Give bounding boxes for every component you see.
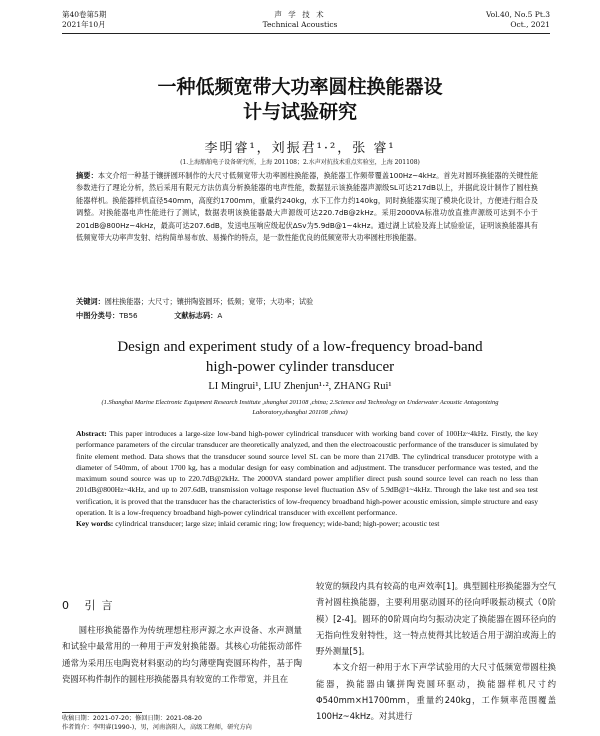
cn-affiliation: (1.上海船舶电子设备研究所，上海 201108；2.水声对抗技术重点实验室，上海 201108): [180, 159, 420, 166]
clc-value: TB56: [119, 311, 138, 320]
en-affiliation: (1.Shanghai Marine Electronic Equipment Research Institute ,shanghai 201108 ,china; 2.Science and Technology on Underwater Acoustic Antagonizing Laboratory,shanghai 201108 ,china): [101, 399, 499, 416]
cn-title: [0, 75, 600, 125]
journal-name-cn: 声 学 技 术: [274, 10, 326, 19]
doc-code-label: 文献标志码：: [174, 311, 218, 320]
section-heading-intro: 0 引言: [62, 599, 119, 612]
body-right-column: [316, 578, 556, 725]
cn-classification: [76, 310, 222, 321]
en-title: [60, 337, 540, 377]
cn-keywords-text: 圆柱换能器；大尺寸；镶拼陶瓷圆环；低频；宽带；大功率；试验: [104, 297, 314, 306]
en-keywords: [76, 518, 538, 529]
en-abstract: [76, 428, 538, 530]
body-paragraph: 较宽的频段内具有较高的电声效率[1]。典型圆柱形换能器为空气背衬圆柱换能器，主要利用驱动圆环的径向呼吸振动模式（0阶模）[2-4]。圆环的0阶周向均匀振动决定了换能器在圆环径向的无指向性发射特性，这一特点使得其比较适合用于湖泊或海上的野外测量[5]。: [316, 581, 556, 657]
header-divider: [62, 33, 550, 34]
running-header-right: [486, 10, 550, 30]
journal-name-en: Technical Acoustics: [262, 20, 338, 29]
cn-title-line2: 计与试验研究: [242, 101, 357, 123]
clc-label: 中图分类号：: [76, 311, 120, 320]
journal-volume-en: Vol.40, No.5 Pt.3: [485, 10, 550, 19]
body-paragraph: 本文介绍一种用于水下声学试验用的大尺寸低频宽带圆柱换能器，换能器由镶拼陶瓷圆环驱动，换能器样机尺寸约Φ540mm×H1700mm，重量约240kg，工作频率范围覆盖100Hz~4kHz。对其进行: [316, 662, 556, 722]
cn-keywords: [76, 296, 313, 307]
footnote-received: 收稿日期：2021-07-20；修回日期：2021-08-20: [62, 715, 202, 722]
journal-date: 2021年10月: [62, 20, 106, 29]
cn-title-line1: 一种低频宽带大功率圆柱换能器设: [157, 76, 443, 98]
footnote-author: 作者简介：李明睿(1990-)，男，河南洛阳人，高级工程师，研究方向: [62, 724, 252, 731]
en-authors: LI Mingrui¹, LIU Zhenjun¹·², ZHANG Rui¹: [208, 381, 392, 392]
en-abstract-text: This paper introduces a large-size low-band high-power cylindrical transducer with working band cover of 100Hz~4kHz. Firstly, the key performance parameters of the circular transducer are theoretically analyzed, and then the electroacoustic performance of the transducer is simulated by finite element method. Data shows that the transducer sound source level SL can be more than 217dB. The cylindrical transducer prototype with a diameter of 540mm, of about 1700 kg, has a modular design for easy combination and adjustment. The transducer performance was tested, and the maximum sound source was up to 220.7dB@2kHz. The 2000VA standard power amplifier direct push sound source level can reach no less than 201dB@800Hz~4kHz, and up to 207.6dB, transmission voltage response level fluctuation ΔSv of 5.9dB@1~4kHz. Through the lake test and sea test verification, it is proved that the transducer has the characteristics of low-frequency broadband high-power acoustic emission, simple structure and easy operation. It is a low-frequency broadband high-power cylindrical transducer with excellent performance.: [76, 429, 538, 518]
en-title-line2: high-power cylinder transducer: [205, 359, 395, 375]
body-left-column: [62, 622, 302, 687]
en-keywords-label: Key words:: [76, 519, 114, 529]
cn-abstract-label: 摘要：: [76, 171, 98, 180]
en-abstract-label: Abstract:: [76, 429, 107, 438]
footnote-divider: [62, 712, 142, 713]
journal-date-en: Oct., 2021: [510, 20, 550, 29]
cn-keywords-label: 关键词：: [76, 297, 105, 306]
body-paragraph: 圆柱形换能器作为传统理想柱形声源之水声设备、水声测量和试验中最常用的一种用于声发射换能器。其核心功能振动部件通常为采用压电陶瓷材料驱动的均匀薄壁陶瓷圆环构件，基于陶瓷圆环构件制作的圆柱形换能器具有较宽的工作带宽，并且在: [62, 625, 302, 684]
cn-abstract-text: 本文介绍一种基于镶拼圆环制作的大尺寸低频宽带大功率圆柱换能器，换能器工作频带覆盖100Hz~4kHz。首先对圆环换能器的关键性能参数进行了理论分析，然后采用有限元方法仿真分析换能器的电声性能，数据显示该换能器声源级SL可达217dB以上，并据此设计制作了圆柱换能器样机。换能器样机直径540mm，高度约1700mm，重量约240kg，水下工作力约140kg，同时换能器实现了模块化设计，方便进行组合及调整。对换能器电声性能进行了测试，数据表明该换能器最大声源级可达220.7dB@2kHz。采用2000VA标准功放直推声源级可达到不小于201dB@800Hz~4kHz，最高可达207.6dB，发送电压响应级起伏ΔSv为5.9dB@1~4kHz。通过湖上试验及海上试验验证，证明该换能器具有低频宽带大功率声发射、结构简单易布放、易操作的特点，是一款性能优良的低频宽带大功率圆柱形换能器。: [76, 171, 538, 243]
doc-code-value: A: [217, 311, 223, 320]
cn-authors: 李明睿¹，刘振君¹·²，张 睿¹: [204, 141, 396, 156]
cn-abstract: [76, 170, 538, 244]
en-title-line1: Design and experiment study of a low-frequency broad-band: [117, 339, 483, 355]
journal-volume-issue: 第40卷第5期: [62, 10, 107, 19]
en-keywords-text: cylindrical transducer; large size; inlaid ceramic ring; low frequency; wide-band; high-power; acoustic test: [115, 519, 440, 529]
